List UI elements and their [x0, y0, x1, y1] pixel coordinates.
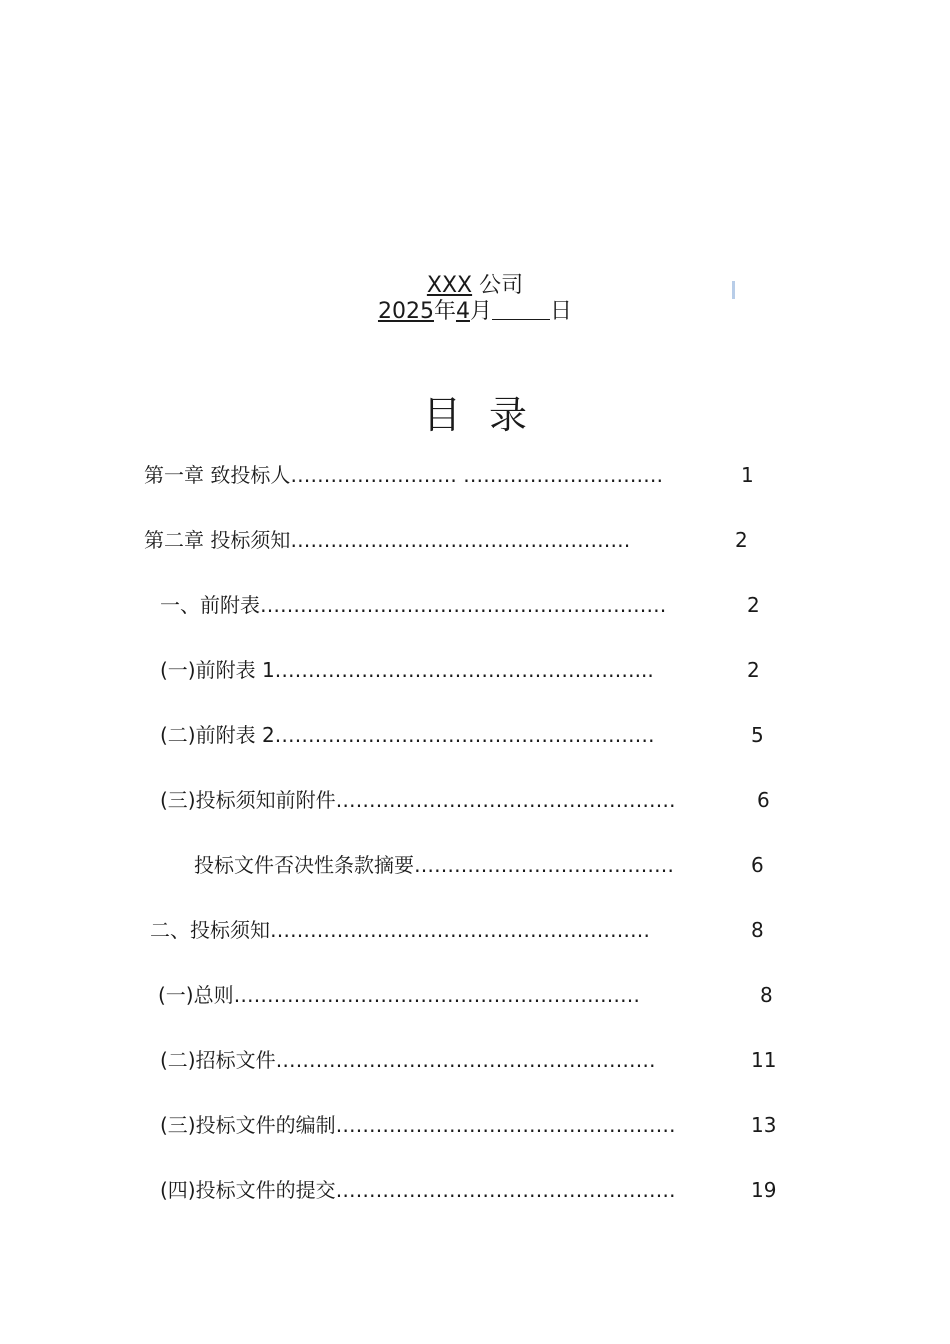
- toc-page-number: 13: [751, 1113, 777, 1137]
- toc-entry-tender-documents[interactable]: (二)招标文件…………………………………………………: [160, 1048, 656, 1072]
- toc-entry-chapter-2[interactable]: 第二章 投标须知……………………………………………: [144, 528, 631, 552]
- toc-entry-general[interactable]: (一)总则……………………………………………….……: [158, 983, 640, 1007]
- text-cursor: [732, 281, 735, 299]
- toc-entry-front-table[interactable]: 一、前附表…………………………………………….………: [160, 593, 667, 617]
- company-name: [0, 272, 950, 300]
- toc-entry-bidding-instructions[interactable]: 二、投标须知…………………………………………………: [150, 918, 650, 942]
- toc-entry-veto-clauses[interactable]: 投标文件否决性条款摘要…………………………………: [194, 853, 674, 877]
- toc-entry-bid-submission[interactable]: (四)投标文件的提交……………………………………………: [160, 1178, 676, 1202]
- toc-page-number: 6: [751, 853, 764, 877]
- date-month: 4: [455, 299, 470, 324]
- date-year: 2025: [377, 299, 434, 324]
- company-suffix: 公司: [479, 273, 524, 298]
- toc-page-number: 2: [735, 528, 748, 552]
- toc-page-number: 6: [757, 788, 770, 812]
- date-day-blank[interactable]: [492, 299, 550, 320]
- date-month-label: 月: [469, 299, 492, 324]
- toc-title: 目录: [422, 393, 555, 437]
- date-line: [0, 298, 950, 326]
- toc-entry-front-table-2[interactable]: (二)前附表 2…………………………………………………: [160, 723, 655, 747]
- date-year-label: 年: [433, 299, 456, 324]
- date-day-label: 日: [550, 299, 573, 324]
- toc-page-number: 19: [751, 1178, 777, 1202]
- company-name-placeholder: XXX: [426, 273, 473, 298]
- toc-entry-bid-preparation[interactable]: (三)投标文件的编制……………………………………………: [160, 1113, 676, 1137]
- toc-entry-front-table-1[interactable]: (一)前附表 1………………………………………………...: [160, 658, 654, 682]
- toc-page-number: 11: [751, 1048, 777, 1072]
- toc-page-number: 2: [747, 593, 760, 617]
- toc-entry-chapter-1[interactable]: 第一章 致投标人……………………. …………………………: [144, 463, 664, 487]
- toc-page-number: 8: [760, 983, 773, 1007]
- toc-page-number: 1: [741, 463, 754, 487]
- toc-entry-instructions-attachment[interactable]: (三)投标须知前附件……………………………………………: [160, 788, 676, 812]
- toc-page-number: 5: [751, 723, 764, 747]
- toc-page-number: 2: [747, 658, 760, 682]
- toc-page-number: 8: [751, 918, 764, 942]
